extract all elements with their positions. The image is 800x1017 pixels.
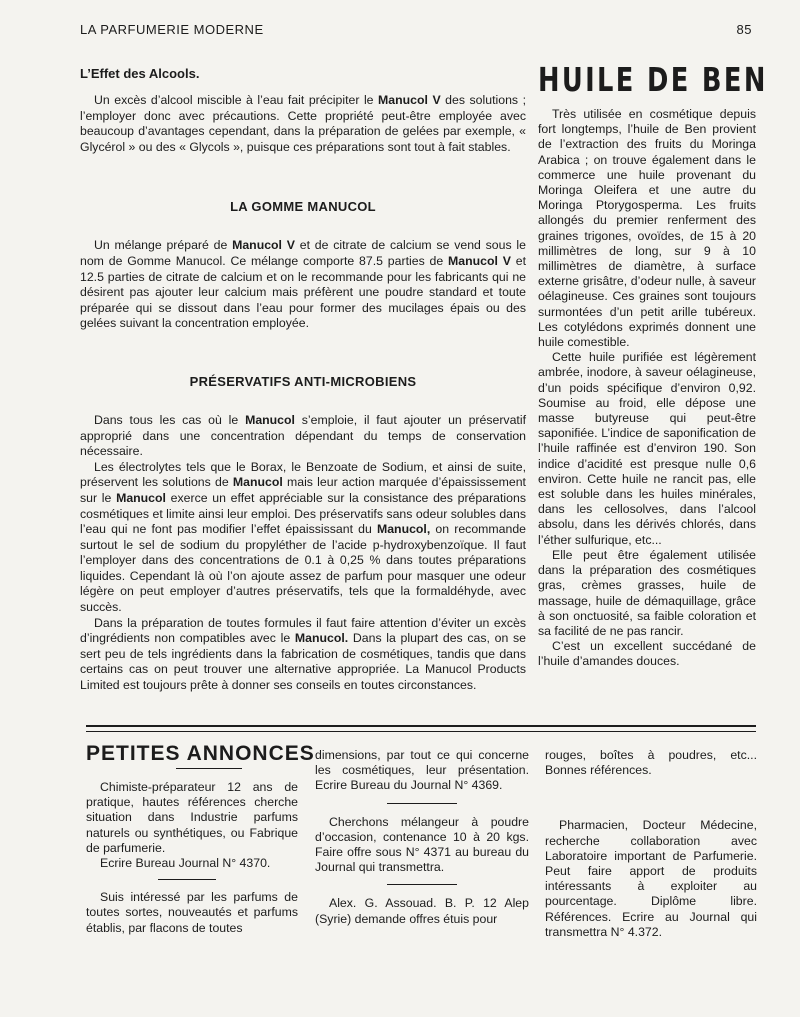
- column-spacer: [545, 778, 757, 818]
- divider-rule-bottom: [86, 731, 756, 732]
- paragraph-ben-2: Cette huile purifiée est légèrement ambrée, inodore, à saveur oélagineuse, d’un poids spécifique d’environ 0,92. Soumise au froid, elle dépose une masse butyreuse qui peut-être saponifiée. L’indice de saponification de l’huile raffinée est d’environ 190. Son indice d’acidité est presque nulle 0,6 environ. Cette huile ne rancit pas, elle est soluble dans les huiles minérales, dans les cellosolves, dans l’alcool absolu, dans les dérivés chlorés, dans l’éther sulfurique, etc...: [538, 350, 756, 547]
- classifieds-column-2: [315, 748, 529, 927]
- paragraph-preservatifs-1: Dans tous les cas où le Manucol s’emploie, il faut ajouter un préservatif approprié dans une concentration dépendant du temps de conservation nécessaire.: [80, 412, 526, 459]
- section-title-preservatifs: PRÉSERVATIFS ANTI-MICROBIENS: [189, 373, 417, 389]
- classified-ad-2: Suis intéressé par les parfums de toutes sortes, nouveautés et parfums établis, par flacons de toutes: [86, 890, 298, 935]
- paragraph-ben-1: Très utilisée en cosmétique depuis fort longtemps, l’huile de Ben provient de l’extraction des fruits du Moringa Arabica ; on trouve également dans le commerce une huile provenant du Moringa Oleifera et une autre du Moringa Ptorygosperma. Les fruits allongés du premier renferment des graines trigones, ovoïdes, de 15 à 20 millimètres de long, sur 9 à 10 millimètres de diamètre, à surface externe grisâtre, d’odeur nulle, à saveur oélagineuse. Ces graines sont toujours surmontées d’un petit arille tubéreux. Les cotylédons exprimés donnent une huile comestible.: [538, 107, 756, 350]
- paragraph-preservatifs-2: Les électrolytes tels que le Borax, le Benzoate de Sodium, et ainsi de suite, préservent les solutions de Manucol mais leur action marquée d’épaississement sur le Manucol exerce un effet appréciable sur la consistance des préparations cosmétiques et limite ainsi leur emploi. Des préservatifs sans odeur solubles dans l’eau qui ne font pas modifier l’effet épaississant du Manucol, on recommande surtout le sel de sodium du propyléther de l’acide p-hydroxybenzoïque. Il faut l’employer dans des concentrations de 0.1 à 0,25 % dans toutes préparations liquides. Cependant là où l’on ajoute assez de parfum pour masquer une odeur légère on peut employer d’autres préservatifs, tels que la formaldéhyde, avec succès.: [80, 459, 526, 615]
- classified-ad-1-reference: Ecrire Bureau Journal N° 4370.: [100, 856, 271, 871]
- left-column: [80, 66, 526, 694]
- classified-ad-5: Pharmacien, Docteur Médecine, recherche collaboration avec Laboratoire important de Parfumerie. Peut faire apport de produits intéressants à exploiter au pourcentage. Diplôme libre. Références. Ecrire au Journal qui transmettra N° 4.372.: [545, 818, 757, 939]
- ad-separator: [387, 884, 457, 885]
- running-header: LA PARFUMERIE MODERNE: [80, 22, 264, 37]
- classified-ad-3: Cherchons mélangeur à poudre d’occasion, contenance 10 à 20 kgs. Faire offre sous N° 4371 au bureau du Journal qui transmettra.: [315, 814, 529, 875]
- ad-separator: [387, 803, 457, 804]
- classified-ad-1: Chimiste-préparateur 12 ans de pratique, hautes références cherche situation dans Industrie parfums naturels ou synthétiques, ou Fabrique de parfumerie.: [86, 780, 298, 855]
- divider-rule-top: [86, 725, 756, 727]
- paragraph-ben-3: Elle peut être également utilisée dans la préparation des cosmétiques gras, crèmes grasses, huile de massage, huile de démaquillage, grâce à son onctuosité, sa faible coloration et sa facilité de ne pas rancir.: [538, 547, 756, 638]
- paragraph-preservatifs-3: Dans la préparation de toutes formules il faut faire attention d’éviter un excès d’ingrédients non compatibles avec le Manucol. Dans la plupart des cas, on se sert peu de tels ingrédients dans la fabrication de cosmétiques, tandis que dans certains cas on peut trouver une alternative appropriée. La Manucol Products Limited est toujours prête à donner ses conseils en toutes circonstances.: [80, 615, 526, 693]
- classified-ad-4-continued: rouges, boîtes à poudres, etc... Bonnes références.: [545, 748, 757, 778]
- classifieds-title-underline: [176, 768, 242, 769]
- classifieds-title: PETITES ANNONCES: [86, 742, 315, 765]
- classifieds-column-3: [545, 748, 757, 940]
- paragraph-alcools: Un excès d’alcool miscible à l’eau fait précipiter le Manucol V des solutions ; l’employer donc avec précautions. Cette propriété peut-être employée avec beaucoup d’avantages cependant, dans la préparation de gelées par exemple, « Glycérol » ou des « Glycols », puisque ces préparations sont tout à fait stables.: [80, 93, 527, 154]
- paragraph-gomme: Un mélange préparé de Manucol V et de citrate de calcium se vend sous le nom de Gomme Manucol. Ce mélange comporte 87.5 parties de Manucol V et 12.5 parties de citrate de calcium et on le recommande pour les fabricants qui ne désirent pas ajouter leur calcium mais préfèrent une poudre standard et toute préparée qui se dissout dans l’eau pour former des mucilages épais ou des gelées suivant la concentration employée.: [80, 238, 526, 331]
- ad-separator: [158, 879, 216, 880]
- classifieds-column-1: [86, 780, 298, 936]
- section-title-alcools: L’Effet des Alcools.: [80, 66, 200, 81]
- page-number: 85: [736, 22, 752, 37]
- right-column: [538, 107, 756, 670]
- article-title-huile-de-ben: HUILE DE BEN: [538, 60, 768, 99]
- paragraph-ben-4: C’est un excellent succédané de l’huile d’amandes douces.: [538, 639, 756, 669]
- classified-ad-2-continued: dimensions, par tout ce qui concerne les cosmétiques, leur présentation. Ecrire Bureau du Journal N° 4369.: [315, 748, 529, 793]
- classified-ad-4: Alex. G. Assouad. B. P. 12 Alep (Syrie) demande offres étuis pour: [315, 896, 529, 926]
- section-title-gomme: LA GOMME MANUCOL: [230, 199, 376, 215]
